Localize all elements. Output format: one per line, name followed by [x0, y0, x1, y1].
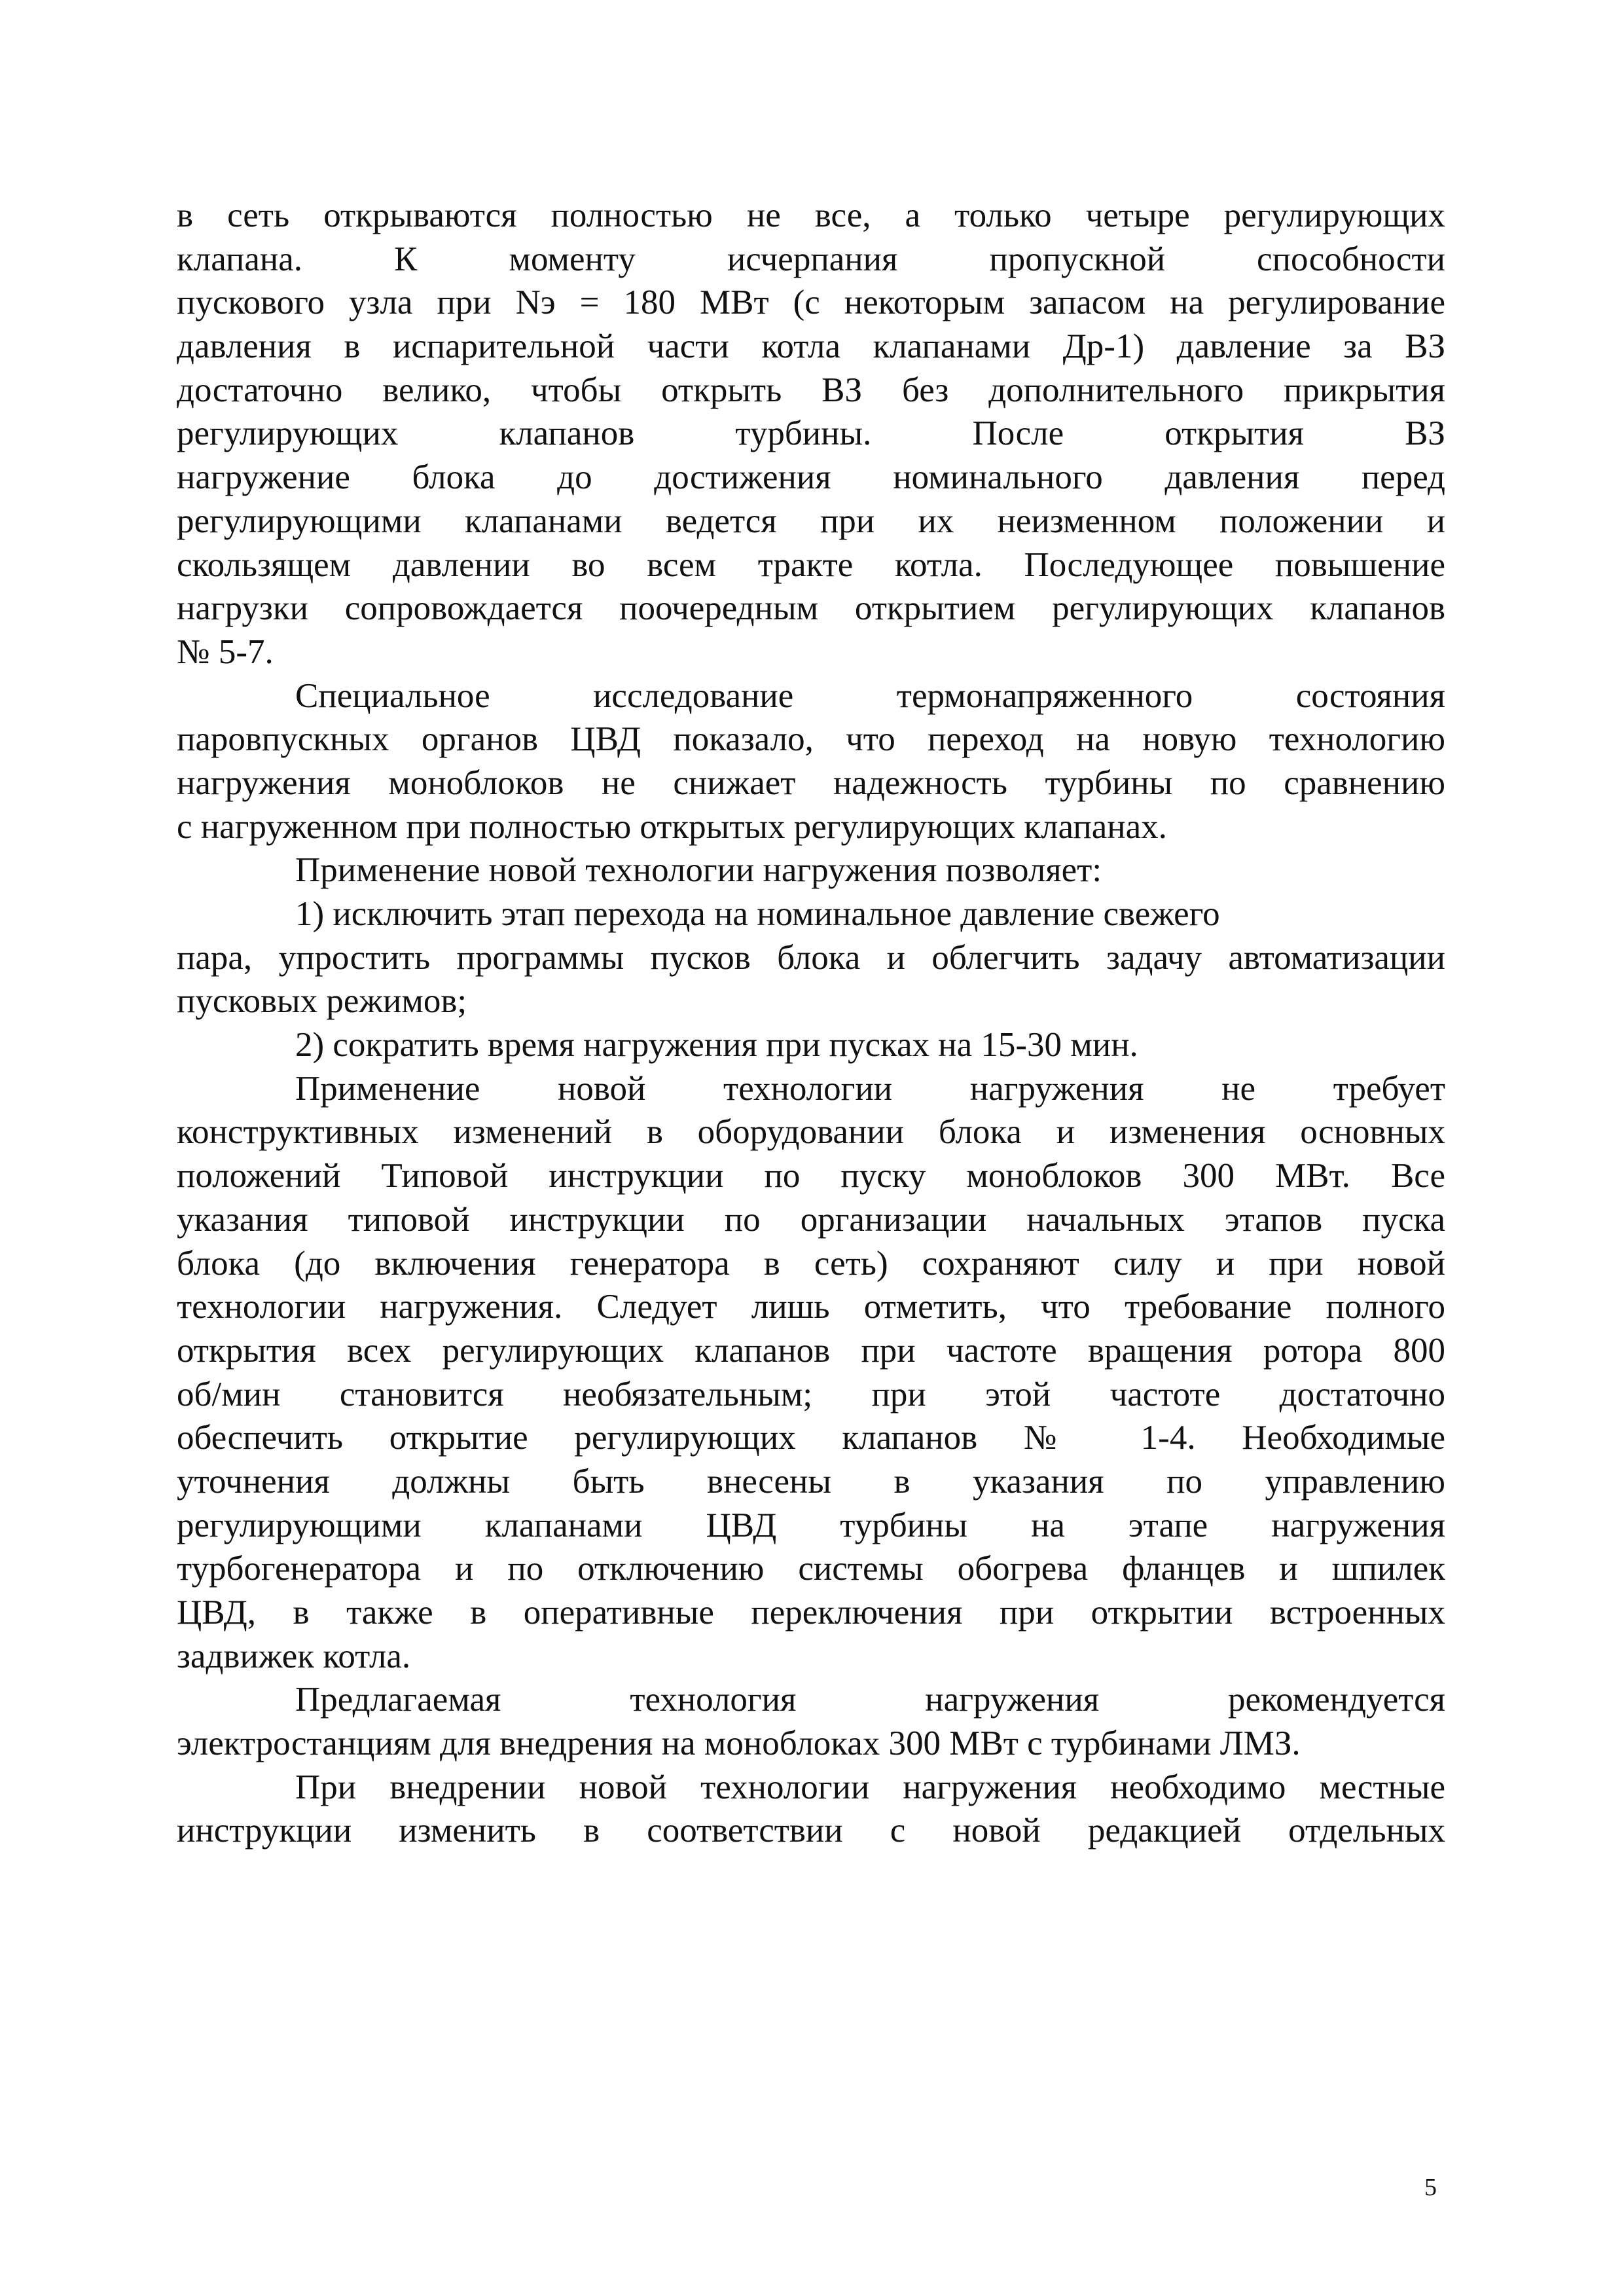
paragraph-first-line: Применение новой технологии нагружения не требует: [295, 1069, 1445, 1108]
list-item-1: 1) исключить этап перехода на номинальное давление свежего: [295, 895, 1220, 933]
paragraph-first-line: Применение новой технологии нагружения позволяет:: [295, 851, 1102, 890]
text-line: в сеть открываются полностью не все, а только четыре регулирующих: [177, 196, 1445, 234]
text-line: пара, упростить программы пусков блока и облегчить задачу автоматизации: [177, 938, 1445, 977]
text-line: открытия всех регулирующих клапанов при частоте вращения ротора 800: [177, 1331, 1445, 1370]
text-line: об/мин становится необязательным; при этой частоте достаточно: [177, 1375, 1445, 1413]
text-line: № 5-7.: [177, 632, 274, 671]
text-line: технологии нагружения. Следует лишь отметить, что требование полного: [177, 1288, 1445, 1326]
text-line: нагружение блока до достижения номинального давления перед: [177, 458, 1445, 497]
text-line: уточнения должны быть внесены в указания по управлению: [177, 1462, 1445, 1501]
text-line: указания типовой инструкции по организации начальных этапов пуска: [177, 1200, 1445, 1239]
text-line: скользящем давлении во всем тракте котла. Последующее повышение: [177, 545, 1445, 584]
text-line: паровпускных органов ЦВД показало, что переход на новую технологию: [177, 720, 1445, 759]
text-line: конструктивных изменений в оборудовании блока и изменения основных: [177, 1113, 1445, 1152]
list-item-2: 2) сократить время нагружения при пусках на 15-30 мин.: [295, 1026, 1138, 1065]
text-line: клапана. К моменту исчерпания пропускной способности: [177, 240, 1445, 278]
text-line: нагружения моноблоков не снижает надежность турбины по сравнению: [177, 763, 1445, 802]
text-line: задвижек котла.: [177, 1637, 411, 1675]
text-line: регулирующих клапанов турбины. После открытия ВЗ: [177, 414, 1445, 453]
text-line: достаточно велико, чтобы открыть ВЗ без дополнительного прикрытия: [177, 371, 1445, 409]
text-line: инструкции изменить в соответствии с новой редакцией отдельных: [177, 1812, 1445, 1850]
text-line: турбогенератора и по отключению системы обогрева фланцев и шпилек: [177, 1550, 1445, 1588]
text-line: регулирующими клапанами ведется при их неизменном положении и: [177, 501, 1445, 540]
text-line: с нагруженном при полностью открытых регулирующих клапанах.: [177, 807, 1167, 846]
text-line: пускового узла при Nэ = 180 МВт (с некоторым запасом на регулирование: [177, 283, 1445, 322]
text-line: нагрузки сопровождается поочередным открытием регулирующих клапанов: [177, 589, 1445, 628]
text-line: давления в испарительной части котла клапанами Др-1) давление за ВЗ: [177, 327, 1445, 366]
paragraph-first-line: При внедрении новой технологии нагружения необходимо местные: [295, 1768, 1445, 1806]
body-text: [177, 194, 1445, 1853]
text-line: блока (до включения генератора в сеть) сохраняют силу и при новой: [177, 1244, 1445, 1283]
paragraph-first-line: Специальное исследование термонапряженного состояния: [295, 676, 1445, 715]
text-line: электростанциям для внедрения на моноблоках 300 МВт с турбинами ЛМЗ.: [177, 1724, 1301, 1763]
text-line: ЦВД, в также в оперативные переключения при открытии встроенных: [177, 1594, 1445, 1631]
paragraph-first-line: Предлагаемая технология нагружения рекомендуется: [295, 1681, 1445, 1719]
text-line: обеспечить открытие регулирующих клапанов № 1-4. Необходимые: [177, 1419, 1445, 1457]
text-line: пусковых режимов;: [177, 982, 467, 1021]
text-line: положений Типовой инструкции по пуску моноблоков 300 МВт. Все: [177, 1157, 1445, 1195]
text-line: регулирующими клапанами ЦВД турбины на этапе нагружения: [177, 1506, 1445, 1544]
page-number: 5: [1424, 2174, 1437, 2201]
